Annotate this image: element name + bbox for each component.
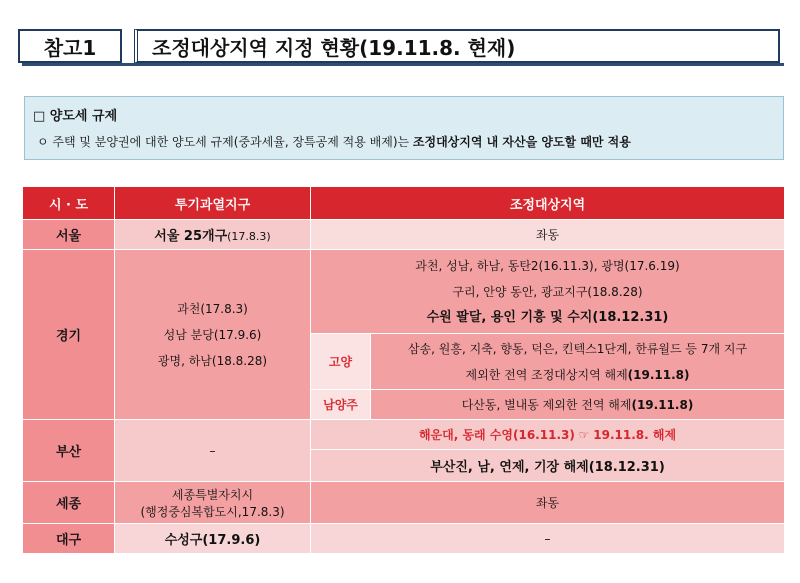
speculation-sejong-line2: (행정중심복합도시,17.8.3) xyxy=(140,504,285,519)
header-speculation: 투기과열지구 xyxy=(115,187,311,220)
adjustment-busan-1-text: 해운대, 동래 수영 xyxy=(418,428,513,442)
adjustment-goyang xyxy=(371,334,785,390)
speculation-gyeonggi-line: 과천(17.8.3) xyxy=(177,301,248,316)
adjustment-namyangju-text: 다산동, 별내동 제외한 전역 해제 xyxy=(461,398,632,412)
notice-line-bold: 조정대상지역 내 자산을 양도할 때만 적용 xyxy=(412,135,631,149)
speculation-sejong-line1: 세종특별자치시 xyxy=(171,487,254,502)
speculation-sejong xyxy=(115,482,311,524)
adjustment-busan-2: 부산진, 남, 연제, 기장 해제(18.12.31) xyxy=(311,450,785,482)
adjustment-busan-1 xyxy=(311,420,785,450)
designation-table xyxy=(22,186,785,554)
notice-line xyxy=(37,133,631,150)
speculation-busan: – xyxy=(115,420,311,482)
table-row-daegu xyxy=(23,524,785,554)
speculation-gyeonggi-line: 광명, 하남(18.8.28) xyxy=(157,353,268,368)
adjustment-seoul: 좌동 xyxy=(311,220,785,250)
region-sejong: 세종 xyxy=(23,482,115,524)
adjustment-namyangju-bold: (19.11.8) xyxy=(631,398,694,412)
speculation-seoul xyxy=(115,220,311,250)
adjustment-goyang-line2 xyxy=(371,362,784,388)
adjustment-gyeonggi xyxy=(311,250,785,334)
title-shadow xyxy=(22,63,784,66)
adjustment-goyang-line2-bold: (19.11.8) xyxy=(627,367,690,382)
adjustment-busan-1-date: (16.11.3) xyxy=(513,428,575,442)
pointing-hand-icon: ☞ xyxy=(578,428,590,442)
speculation-seoul-date: (17.8.3) xyxy=(227,230,271,243)
adjustment-gyeonggi-line: 구리, 안양 동안, 광교지구(18.8.28) xyxy=(452,284,643,299)
page-title: 조정대상지역 지정 현황(19.11.8. 현재) xyxy=(134,29,780,63)
adjustment-namyangju xyxy=(371,390,785,420)
adjustment-sejong: 좌동 xyxy=(311,482,785,524)
speculation-seoul-bold: 서울 25개구 xyxy=(154,229,228,244)
region-seoul: 서울 xyxy=(23,220,115,250)
header-adjustment: 조정대상지역 xyxy=(311,187,785,220)
region-gyeonggi: 경기 xyxy=(23,250,115,420)
header-region: 시 · 도 xyxy=(23,187,115,220)
reference-tag: 참고1 xyxy=(18,29,122,63)
speculation-gyeonggi xyxy=(115,250,311,420)
adjustment-gyeonggi-bold: 수원 팔달, 용인 기흥 및 수지(18.12.31) xyxy=(426,309,669,325)
adjustment-goyang-line2-text: 제외한 전역 조정대상지역 해제 xyxy=(465,367,628,382)
table-row-busan xyxy=(23,420,785,450)
notice-box xyxy=(24,96,784,160)
sub-label-goyang: 고양 xyxy=(311,334,371,390)
table-header-row xyxy=(23,187,785,220)
sub-label-namyangju: 남양주 xyxy=(311,390,371,420)
notice-heading: □ 양도세 규제 xyxy=(33,109,118,124)
adjustment-gyeonggi-line: 과천, 성남, 하남, 동탄2(16.11.3), 광명(17.6.19) xyxy=(415,258,680,273)
table-row-seoul xyxy=(23,220,785,250)
adjustment-busan-1-suffix: 19.11.8. 해제 xyxy=(593,428,677,442)
region-daegu: 대구 xyxy=(23,524,115,554)
notice-line-text: ㅇ 주택 및 분양권에 대한 양도세 규제(중과세율, 장특공제 적용 배제)는 xyxy=(37,135,413,149)
region-busan: 부산 xyxy=(23,420,115,482)
adjustment-goyang-line1: 삼송, 원흥, 지축, 향동, 덕은, 킨텍스1단계, 한류월드 등 7개 지구 xyxy=(407,341,748,356)
table-row-sejong xyxy=(23,482,785,524)
speculation-daegu: 수성구(17.9.6) xyxy=(115,524,311,554)
title-bar xyxy=(18,29,780,65)
speculation-gyeonggi-line: 성남 분당(17.9.6) xyxy=(163,327,262,342)
table-row-gyeonggi xyxy=(23,250,785,334)
adjustment-daegu: – xyxy=(311,524,785,554)
